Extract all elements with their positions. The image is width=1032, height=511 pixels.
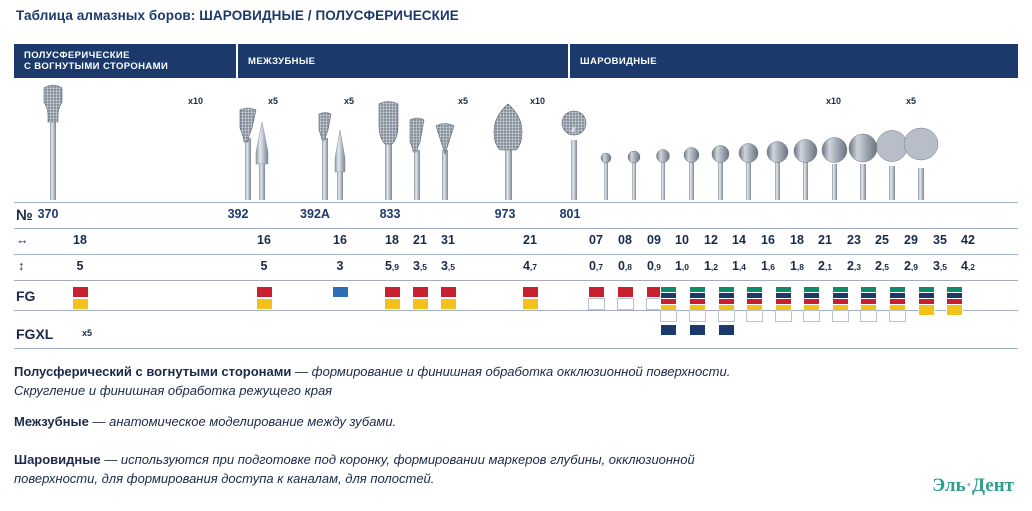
bur-height-decimal: ,5 bbox=[419, 262, 428, 272]
bur-height: 0 bbox=[646, 259, 654, 273]
bur-height-decimal: ,7 bbox=[529, 262, 538, 272]
bur-height: 2 bbox=[874, 259, 882, 273]
bur-width: 21 bbox=[413, 233, 427, 247]
legend-text-2: поверхности, для формирования доступа к каналам, для полостей. bbox=[14, 471, 435, 486]
bur-width: 16 bbox=[761, 233, 775, 247]
bur-height: 5 bbox=[260, 259, 268, 273]
category-header-bands bbox=[14, 44, 1018, 78]
bur-width: 12 bbox=[704, 233, 718, 247]
logo-part-2: Дент bbox=[971, 475, 1014, 496]
bur-width: 23 bbox=[847, 233, 861, 247]
bur-height: 1 bbox=[731, 259, 739, 273]
bur-height-decimal: ,4 bbox=[738, 262, 747, 272]
bur-width: 07 bbox=[589, 233, 603, 247]
bur-width: 21 bbox=[818, 233, 832, 247]
magnification-label: x5 bbox=[268, 96, 279, 106]
magnification-label: x10 bbox=[826, 96, 842, 106]
fgxl-magnification: x5 bbox=[82, 328, 93, 338]
row-label-height-icon: ↕ bbox=[18, 259, 25, 273]
bur-height: 0 bbox=[588, 259, 596, 273]
bur-figure-370 bbox=[44, 85, 62, 200]
bur-height: 5 bbox=[384, 259, 392, 273]
bur-number: 973 bbox=[494, 207, 516, 221]
bur-width: 10 bbox=[675, 233, 689, 247]
bur-height-decimal: ,3 bbox=[853, 262, 862, 272]
magnification-label: x5 bbox=[458, 96, 469, 106]
bur-number: 833 bbox=[379, 207, 401, 221]
logo-part-1: Эль bbox=[932, 475, 966, 496]
magnification-label: x10 bbox=[530, 96, 546, 106]
legend-dash: — bbox=[88, 414, 110, 429]
bur-height-decimal: ,9 bbox=[653, 262, 662, 272]
row-label-width-icon: ↔ bbox=[16, 233, 29, 247]
bur-figure-ball-series bbox=[601, 128, 938, 200]
bur-width: 09 bbox=[647, 233, 661, 247]
legend-text: анатомическое моделирование между зубами. bbox=[109, 414, 397, 429]
legend-text: формирование и финишная обработка окклюзионной поверхности. bbox=[311, 364, 731, 379]
bur-height: 1 bbox=[703, 259, 711, 273]
bur-height-decimal: ,1 bbox=[824, 262, 833, 272]
bur-height: 3 bbox=[336, 259, 344, 273]
bur-figure-801 bbox=[562, 111, 586, 200]
bur-height: 1 bbox=[789, 259, 797, 273]
bur-height: 3 bbox=[412, 259, 420, 273]
legend-hemispherical bbox=[14, 362, 1004, 400]
logo-dot: · bbox=[965, 475, 972, 496]
bur-width: 08 bbox=[618, 233, 632, 247]
bur-height-decimal: ,6 bbox=[767, 262, 776, 272]
bur-height: 3 bbox=[932, 259, 940, 273]
row-divider bbox=[14, 228, 1018, 229]
band-spherical: ШАРОВИДНЫЕ bbox=[570, 44, 1018, 78]
row-divider bbox=[14, 348, 1018, 349]
row-label-fgxl: FGXL bbox=[16, 326, 54, 342]
bur-number: 801 bbox=[559, 207, 581, 221]
bur-width: 18 bbox=[385, 233, 399, 247]
page-title: Таблица алмазных боров: ШАРОВИДНЫЕ / ПОЛУСФЕРИЧЕСКИЕ bbox=[16, 8, 459, 23]
bur-width: 42 bbox=[961, 233, 975, 247]
legend-interproximal bbox=[14, 412, 1004, 431]
legend-spherical bbox=[14, 450, 974, 488]
bur-height: 5 bbox=[76, 259, 84, 273]
legend-term: Полусферический с вогнутыми сторонами bbox=[14, 364, 292, 379]
bur-figure-833 bbox=[379, 102, 454, 201]
band-hemispherical-line2: С ВОГНУТЫМИ СТОРОНАМИ bbox=[24, 61, 169, 72]
magnification-label: x10 bbox=[188, 96, 204, 106]
bur-height: 2 bbox=[817, 259, 825, 273]
brand-logo bbox=[932, 475, 1014, 497]
bur-height: 4 bbox=[960, 259, 968, 273]
row-divider bbox=[14, 280, 1018, 281]
bur-width: 18 bbox=[73, 233, 87, 247]
bur-figure-392A bbox=[319, 113, 345, 201]
bur-height-decimal: ,0 bbox=[681, 262, 690, 272]
row-label-number: № bbox=[16, 207, 33, 224]
bur-height-decimal: ,5 bbox=[447, 262, 456, 272]
magnification-label: x5 bbox=[344, 96, 355, 106]
bur-height: 2 bbox=[846, 259, 854, 273]
legend-text-2: Скругление и финишная обработка режущего края bbox=[14, 383, 333, 398]
legend-term: Шаровидные bbox=[14, 452, 101, 467]
bur-height: 3 bbox=[440, 259, 448, 273]
bur-height: 1 bbox=[760, 259, 768, 273]
bur-height-decimal: ,5 bbox=[881, 262, 890, 272]
legend-dash: — bbox=[291, 364, 312, 379]
bur-number: 392 bbox=[227, 207, 249, 221]
bur-height-decimal: ,8 bbox=[796, 262, 805, 272]
bur-height: 0 bbox=[617, 259, 625, 273]
bur-figures bbox=[0, 80, 1032, 202]
bur-height: 2 bbox=[903, 259, 911, 273]
legend-term: Межзубные bbox=[14, 414, 89, 429]
bur-width: 31 bbox=[441, 233, 455, 247]
bur-width: 29 bbox=[904, 233, 918, 247]
bur-height-decimal: ,5 bbox=[939, 262, 948, 272]
bur-width: 25 bbox=[875, 233, 889, 247]
row-divider bbox=[14, 254, 1018, 255]
bur-width: 16 bbox=[257, 233, 271, 247]
bur-number: 392A bbox=[300, 207, 330, 221]
bur-width: 14 bbox=[732, 233, 746, 247]
legend-dash: — bbox=[100, 452, 121, 467]
bur-height-decimal: ,8 bbox=[624, 262, 633, 272]
magnification-label: x5 bbox=[906, 96, 917, 106]
bur-width: 16 bbox=[333, 233, 347, 247]
bur-figure-973 bbox=[494, 104, 522, 200]
bur-width: 35 bbox=[933, 233, 947, 247]
band-hemispherical-line1: ПОЛУСФЕРИЧЕСКИЕ bbox=[24, 49, 130, 61]
bur-height: 1 bbox=[674, 259, 682, 273]
bur-height: 4 bbox=[522, 259, 530, 273]
bur-number: 370 bbox=[37, 207, 59, 221]
bur-height-decimal: ,7 bbox=[595, 262, 604, 272]
bur-width: 18 bbox=[790, 233, 804, 247]
bur-width: 21 bbox=[523, 233, 537, 247]
bur-height-decimal: ,2 bbox=[967, 262, 976, 272]
band-interproximal: МЕЖЗУБНЫЕ bbox=[238, 44, 568, 78]
bur-height-decimal: ,2 bbox=[710, 262, 719, 272]
bur-height-decimal: ,9 bbox=[391, 262, 400, 272]
row-label-fg: FG bbox=[16, 288, 36, 304]
bur-height-decimal: ,9 bbox=[910, 262, 919, 272]
legend-text: используются при подготовке под коронку, формировании маркеров глубины, окклюзионной bbox=[120, 452, 695, 467]
band-hemispherical bbox=[14, 44, 236, 78]
row-divider bbox=[14, 202, 1018, 203]
bur-figure-392 bbox=[240, 108, 268, 200]
